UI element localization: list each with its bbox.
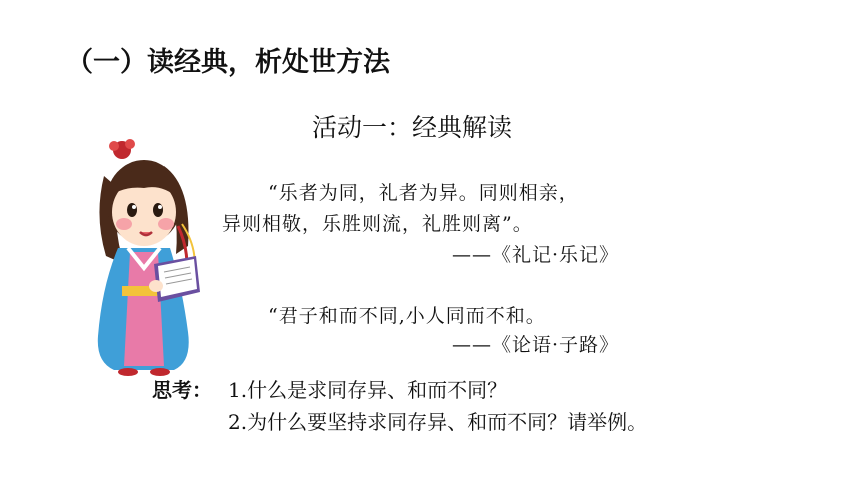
quote-lunyu-line-1: “君子和而不同,小人同而不和。 (268, 305, 546, 327)
think-question-2: 2.为什么要坚持求同存异、和而不同？请举例。 (228, 410, 648, 434)
quote-liji-line-2: 异则相敬，乐胜则流，礼胜则离”。 (222, 213, 533, 235)
activity-title: 活动一：经典解读 (312, 113, 513, 142)
quote-liji-source: ——《礼记·乐记》 (452, 244, 620, 266)
quote-lunyu-source: ——《论语·子路》 (452, 334, 620, 356)
reading-girl-icon (84, 136, 208, 376)
section-title: （一）读经典，析处世方法 (66, 47, 390, 78)
think-question-1: 1.什么是求同存异、和而不同？ (228, 378, 508, 402)
think-label: 思考： (152, 378, 212, 402)
quote-liji-line-1: “乐者为同，礼者为异。同则相亲， (268, 182, 579, 204)
